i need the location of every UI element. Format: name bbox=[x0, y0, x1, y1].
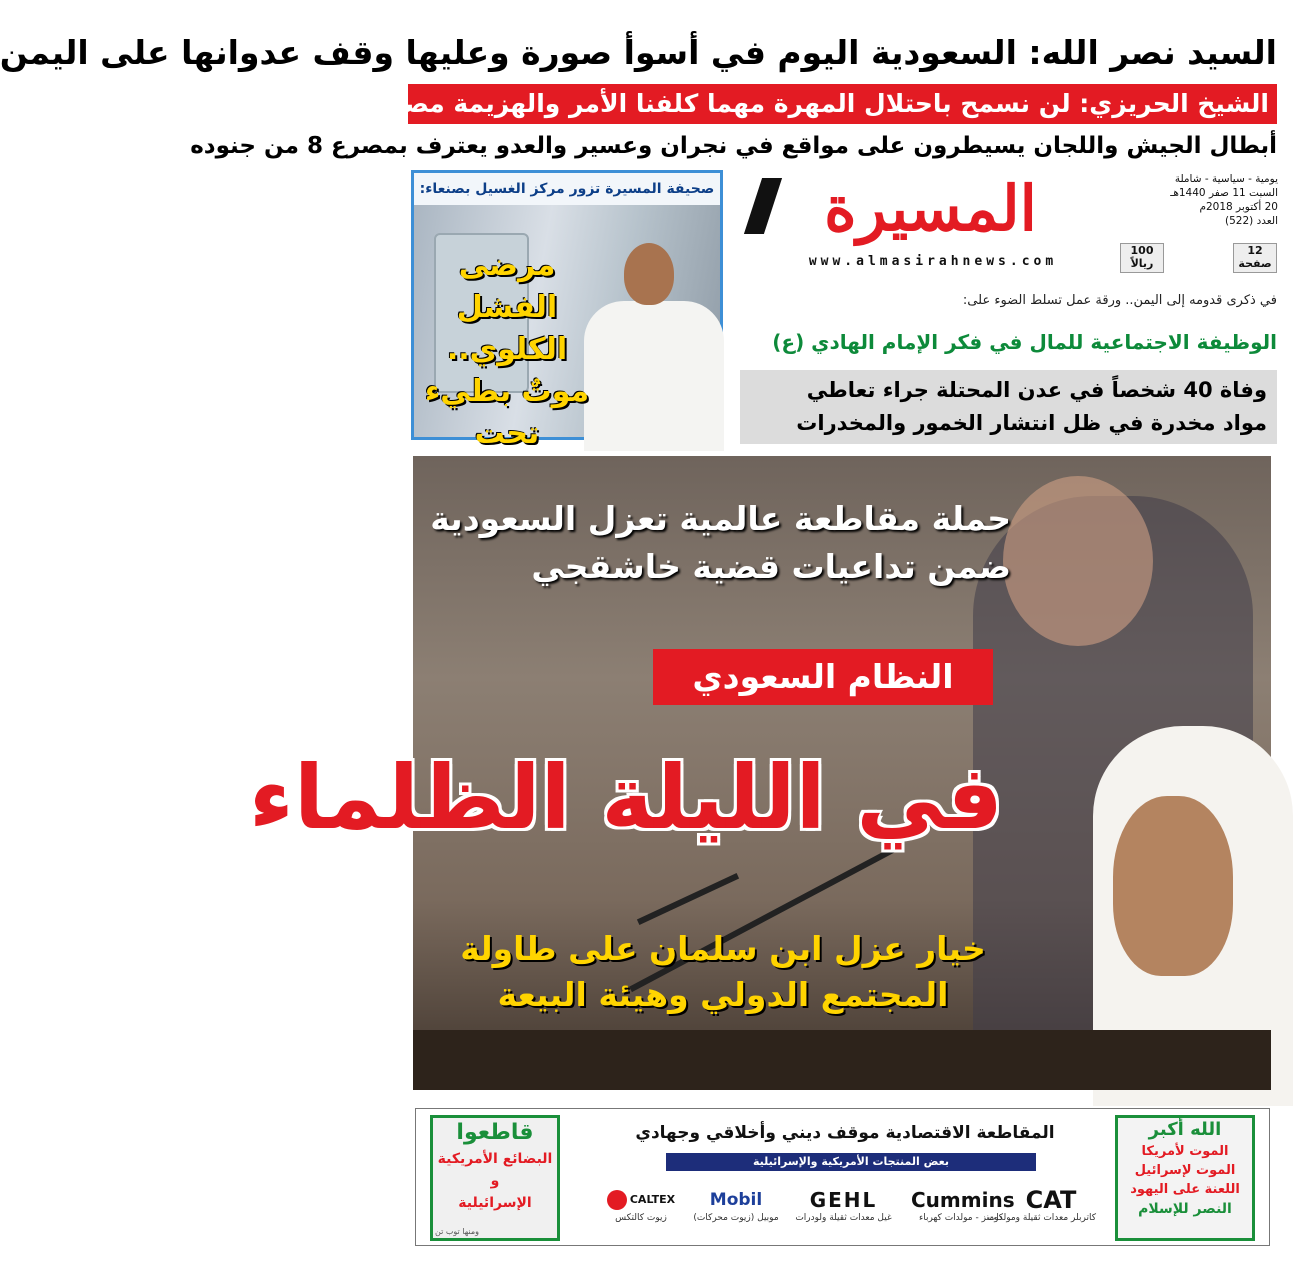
brand-caption: غيل معدات ثقيلة ولودرات bbox=[795, 1213, 892, 1223]
boycott-cut-text: قاطعوا bbox=[456, 1120, 534, 1145]
red-banner-headline: الشيخ الحريزي: لن نسمح باحتلال المهرة مهما كلفنا الأمر والهزيمة مصير كل الغزاة bbox=[408, 84, 1277, 124]
price-value: 100 bbox=[1130, 244, 1154, 257]
boycott-goods-text: البضائع الأمريكية و الإسرائيلية bbox=[437, 1151, 553, 1211]
ad-title: المقاطعة الاقتصادية موقف ديني وأخلاقي وجهادي bbox=[635, 1123, 1055, 1143]
masthead-url: www.almasirahnews.com bbox=[808, 254, 1058, 269]
price-unit: ريالاً bbox=[1130, 257, 1154, 270]
price-box bbox=[1120, 243, 1164, 273]
patient-figure bbox=[574, 243, 724, 443]
issue-hijri-date: السبت 11 صفر 1440هـ bbox=[1170, 187, 1278, 199]
photo-headline-line-1: حملة مقاطعة عالمية تعزل السعودية bbox=[430, 499, 1011, 538]
regime-label: النظام السعودي bbox=[653, 649, 993, 705]
face-shape bbox=[1113, 796, 1233, 976]
issue-info bbox=[1123, 172, 1278, 228]
brand-caltex bbox=[596, 1187, 686, 1224]
brand-gehl bbox=[791, 1187, 896, 1224]
patient-body bbox=[584, 301, 724, 451]
boycott-box bbox=[430, 1115, 560, 1241]
masthead-logo: المسيرة bbox=[824, 172, 1037, 245]
pages-value: 12 bbox=[1247, 244, 1263, 257]
cat-logo: CAT bbox=[1025, 1186, 1077, 1214]
slogan-box bbox=[1115, 1115, 1255, 1241]
dialysis-photo-box bbox=[411, 170, 723, 451]
gray-news-box: وفاة 40 شخصاً في عدن المحتلة جراء تعاطي مواد مخدرة في ظل انتشار الخمور والمخدرات bbox=[740, 370, 1277, 444]
brand-caption: موبيل (زيوت محركات) bbox=[693, 1213, 779, 1223]
issue-gregorian-date: 20 أكتوبر 2018م bbox=[1199, 201, 1278, 213]
issue-type: يومية - سياسية - شاملة bbox=[1174, 173, 1278, 185]
issue-number-row bbox=[1123, 214, 1278, 228]
choice-line-1: خيار عزل ابن سلمان على طاولة bbox=[460, 929, 986, 968]
mobil-logo: Mobil bbox=[709, 1190, 763, 1210]
pages-count-box bbox=[1233, 243, 1277, 273]
top-headline: السيد نصر الله: السعودية اليوم في أسوأ صورة وعليها وقف عدوانها على اليمن bbox=[0, 33, 1277, 72]
choice-line-2: المجتمع الدولي وهيئة البيعة bbox=[497, 975, 949, 1014]
brand-caption: زيوت كالتكس bbox=[615, 1213, 667, 1223]
microphone-shape bbox=[637, 873, 739, 925]
slogan-line-2: الموت لإسرائيل bbox=[1134, 1163, 1236, 1178]
caltex-logo-text: CALTEX bbox=[629, 1193, 676, 1206]
brand-cat bbox=[987, 1186, 1096, 1224]
boycott-small-text: ومنها توب تن bbox=[435, 1227, 479, 1236]
photo-box-caption: صحيفة المسيرة تزور مركز الغسيل بصنعاء: bbox=[414, 173, 720, 205]
brand-mobil bbox=[691, 1187, 781, 1224]
patient-head bbox=[624, 243, 674, 305]
ad-subtitle: بعض المنتجات الأمريكية والإسرائيلية bbox=[666, 1153, 1036, 1171]
photo-box-title: مرضى الفشل الكلوي.. موتٌ بطيء تحت bbox=[424, 248, 590, 451]
sub-main-headline: الوظيفة الاجتماعية للمال في فكر الإمام الهادي (ع) bbox=[772, 330, 1277, 354]
issue-number-label: العدد bbox=[1256, 215, 1278, 227]
slogan-allahu-akbar: الله أكبر bbox=[1148, 1119, 1222, 1140]
boycott-ad bbox=[415, 1108, 1270, 1246]
main-photo bbox=[248, 456, 1271, 1090]
issue-number: (522) bbox=[1225, 215, 1254, 227]
cummins-logo: Cummins bbox=[911, 1188, 1015, 1212]
sub-intro-text: في ذكرى قدومه إلى اليمن.. ورقة عمل تسلط الضوء على: bbox=[962, 293, 1277, 308]
brand-caption: كاتربلر معدات ثقيلة ومولدات bbox=[987, 1213, 1096, 1223]
brand-caption: كومنز - مولدات كهرباء bbox=[918, 1213, 1004, 1223]
slogan-line-4: النصر للإسلام bbox=[1138, 1201, 1232, 1217]
blurred-face-shape bbox=[1003, 476, 1153, 646]
main-headline: في الليلة الظلماء bbox=[248, 746, 1003, 849]
caltex-logo bbox=[596, 1187, 686, 1213]
slogan-line-1: الموت لأمريكا bbox=[1141, 1144, 1229, 1159]
third-headline: أبطال الجيش واللجان يسيطرون على مواقع في نجران وعسير والعدو يعترف بمصرع 8 من جنوده bbox=[190, 133, 1277, 159]
caltex-star-icon bbox=[607, 1190, 627, 1210]
photo-headline-line-2: ضمن تداعيات قضية خاشقجي bbox=[531, 547, 1011, 586]
gehl-logo: GEHL bbox=[809, 1188, 878, 1212]
slogan-line-3: اللعنة على اليهود bbox=[1130, 1182, 1240, 1197]
table-shape bbox=[413, 1030, 1271, 1090]
masthead bbox=[753, 168, 1113, 278]
pages-unit: صفحة bbox=[1238, 257, 1272, 270]
